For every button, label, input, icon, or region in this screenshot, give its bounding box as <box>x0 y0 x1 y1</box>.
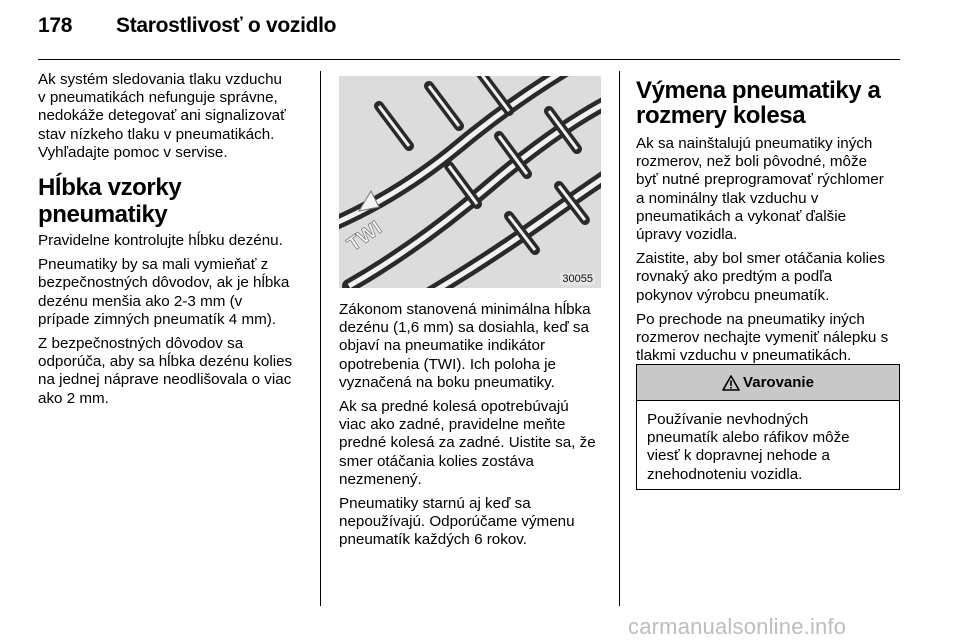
tire-tread-figure <box>339 76 601 288</box>
para-front-wear: Ak sa predné kolesá opotrebúvajú viac ako zadné, pravidelne meňte predné kolesá za zadné. Uistite sa, že smer otáčania kolies zostáva nezmenený. <box>339 398 596 488</box>
warning-header <box>637 365 899 401</box>
warning-box <box>636 364 900 490</box>
warning-triangle-icon <box>722 375 740 391</box>
para-rotation-direction: Zaistite, aby bol smer otáčania kolies rovnaký ako predtým a podľa pokynov výrobcu pneumatík. <box>636 250 886 304</box>
page-title: Starostlivosť o vozidlo <box>116 14 337 37</box>
twi-label: TWI <box>343 217 386 257</box>
heading-tire-change: Výmena pneumatiky a rozmery kolesa <box>636 77 881 129</box>
column-right <box>636 78 904 371</box>
warning-text: Používanie nevhodných pneumatík alebo ráfikov môže viesť k dopravnej nehode a znehodnoteniu vozidla. <box>647 411 850 483</box>
page-number: 178 <box>38 14 73 37</box>
para-tpms-intro: Ak systém sledovania tlaku vzduchu v pneumatikách nefunguje správne, nedokáže detegovať ani signalizovať stav nízkeho tlaku v pneumatikách. Vyhľadajte pomoc v servise. <box>38 71 286 161</box>
column-divider-2 <box>619 71 620 606</box>
header-rule <box>38 59 900 60</box>
para-install-sizes: Ak sa nainštalujú pneumatiky iných rozmerov, než boli pôvodné, môže byť nutné preprogramovať rýchlomer a nominálny tlak vzduchu v pneumatikách a vykonať ďalšie úpravy vozidla. <box>636 135 884 244</box>
column-left <box>38 71 310 414</box>
para-axle-difference: Z bezpečnostných dôvodov sa odporúča, aby sa hĺbka dezénu kolies na jednej náprave neodlišovala o viac ako 2 mm. <box>38 335 293 407</box>
para-tire-age: Pneumatiky starnú aj keď sa nepoužívajú. Odporúčame výmenu pneumatík každých 6 rokov. <box>339 495 575 549</box>
watermark: carmanualsonline.info <box>628 614 847 639</box>
para-check-depth: Pravidelne kontrolujte hĺbku dezénu. <box>38 232 283 250</box>
warning-title: Varovanie <box>743 374 814 391</box>
para-pressure-label: Po prechode na pneumatiky iných rozmerov nechajte vymeniť nálepku s tlakmi vzduchu v pneumatikách. <box>636 310 889 365</box>
page-header <box>38 14 900 48</box>
column-divider-1 <box>320 71 321 606</box>
tire-tread-illustration <box>339 76 601 288</box>
para-replace-tires: Pneumatiky by sa mali vymieňať z bezpečnostných dôvodov, ak je hĺbka dezénu menšia ako 2-3 mm (v prípade zimných pneumatík 4 mm). <box>38 256 290 328</box>
figure-code: 30055 <box>562 273 593 285</box>
para-twi: Zákonom stanovená minimálna hĺbka dezénu (1,6 mm) sa dosiahla, keď sa objaví na pneumatike indikátor opotrebenia (TWI). Ich poloha je vyznačená na boku pneumatiky. <box>339 301 591 391</box>
column-middle <box>339 301 609 556</box>
heading-tread-depth: Hĺbka vzorky pneumatiky <box>38 174 182 229</box>
